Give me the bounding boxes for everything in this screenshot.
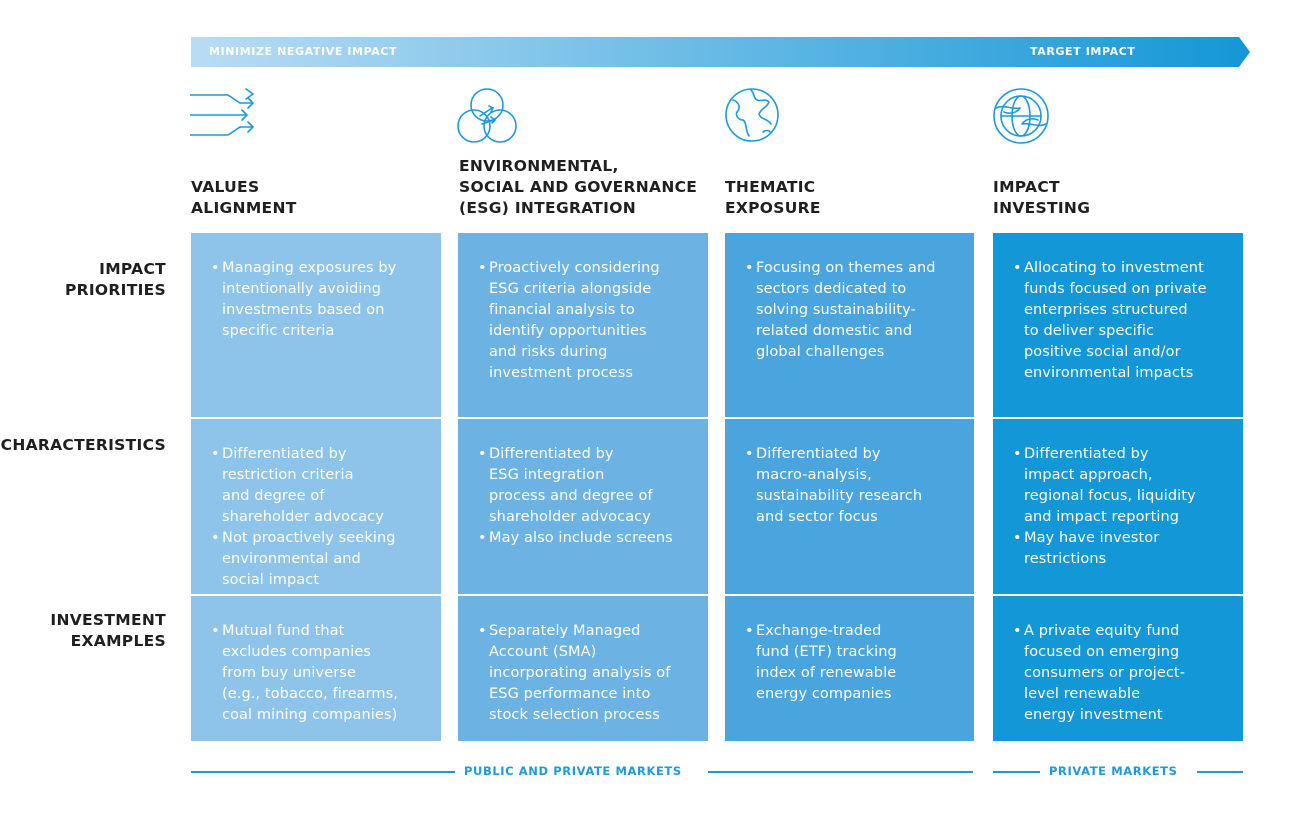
bullet-line: index of renewable — [756, 665, 897, 681]
bullet-line: Account (SMA) — [489, 644, 597, 660]
bullet-line: ESG performance into — [489, 686, 651, 702]
bullet-item — [211, 528, 429, 591]
impact-spectrum-banner — [191, 37, 1250, 67]
bullet-line: identify opportunities — [489, 323, 647, 339]
bullet-line: shareholder advocacy — [222, 509, 384, 525]
bullet-line: focused on emerging — [1024, 644, 1180, 660]
bullet-list — [745, 258, 962, 363]
bullet-line: ESG integration — [489, 467, 605, 483]
bullet-line: positive social and/or — [1024, 344, 1181, 360]
cell-impact-priorities-thematic-exposure — [725, 233, 974, 417]
bullet-line: • Mutual fund that — [222, 623, 345, 639]
bullet-line: and impact reporting — [1024, 509, 1180, 525]
cell-impact-priorities-values-alignment — [191, 233, 441, 417]
bullet-line: • Exchange-traded — [756, 623, 882, 639]
footer-line-left-a — [191, 771, 455, 773]
cell-impact-priorities-esg-integration — [458, 233, 708, 417]
bullet-line: investment process — [489, 365, 634, 381]
bullet-line: shareholder advocacy — [489, 509, 651, 525]
row-label-investment-examples: INVESTMENT EXAMPLES — [50, 611, 166, 650]
bullet-line: intentionally avoiding — [222, 281, 382, 297]
bullet-list — [1013, 258, 1231, 384]
bullet-list — [478, 258, 696, 384]
bullet-line: ESG criteria alongside — [489, 281, 652, 297]
bullet-line: restrictions — [1024, 551, 1107, 567]
bullet-line: regional focus, liquidity — [1024, 488, 1196, 504]
column-title-esg-integration: ENVIRONMENTAL, SOCIAL AND GOVERNANCE (ESG) INTEGRATION — [459, 157, 698, 217]
bullet-list — [1013, 444, 1231, 570]
bullet-line: and degree of — [222, 488, 325, 504]
bullet-list — [211, 444, 429, 591]
bullet-line: • Differentiated by — [489, 446, 614, 462]
cell-characteristics-esg-integration — [458, 419, 708, 594]
column-title-values-alignment: VALUES ALIGNMENT — [191, 178, 297, 217]
bullet-line: • Allocating to investment — [1024, 260, 1204, 276]
bullet-line: • Differentiated by — [1024, 446, 1149, 462]
bullet-list — [211, 621, 429, 726]
bullet-item — [745, 444, 962, 528]
bullet-item — [478, 528, 696, 549]
bullet-line: excludes companies — [222, 644, 372, 660]
bullet-item — [1013, 528, 1231, 570]
bullet-line: • Separately Managed — [489, 623, 641, 639]
bullet-line: financial analysis to — [489, 302, 635, 318]
bullet-line: environmental impacts — [1024, 365, 1194, 381]
bullet-item — [478, 444, 696, 528]
bullet-line: • Proactively considering — [489, 260, 660, 276]
footer-label-public-private: PUBLIC AND PRIVATE MARKETS — [464, 764, 682, 778]
bullet-line: (e.g., tobacco, firearms, — [222, 686, 398, 702]
bullet-item — [745, 621, 962, 705]
bullet-line: incorporating analysis of — [489, 665, 671, 681]
bullet-line: from buy universe — [222, 665, 356, 681]
globe-hands-icon — [990, 86, 1052, 146]
row-label-characteristics: CHARACTERISTICS — [0, 436, 166, 454]
bullet-item — [211, 258, 429, 342]
bullet-item — [1013, 444, 1231, 528]
banner-right-label: TARGET IMPACT — [1030, 45, 1136, 58]
bullet-line: • A private equity fund — [1024, 623, 1180, 639]
cell-characteristics-impact-investing — [993, 419, 1243, 594]
footer-line-right-b — [1197, 771, 1243, 773]
circular-arrows-icon — [456, 86, 518, 146]
bullet-item — [211, 621, 429, 726]
bullet-item — [211, 444, 429, 528]
bullet-line: investments based on — [222, 302, 385, 318]
cell-investment-examples-thematic-exposure — [725, 596, 974, 741]
bullet-line: • Differentiated by — [222, 446, 347, 462]
cell-characteristics-values-alignment — [191, 419, 441, 594]
bullet-line: specific criteria — [222, 323, 335, 339]
bullet-line: energy companies — [756, 686, 892, 702]
bullet-item — [478, 258, 696, 384]
bullet-line: fund (ETF) tracking — [756, 644, 897, 660]
bullet-line: • May have investor — [1024, 530, 1160, 546]
bullet-list — [211, 258, 429, 342]
bullet-line: funds focused on private — [1024, 281, 1207, 297]
cell-investment-examples-values-alignment — [191, 596, 441, 741]
cell-characteristics-thematic-exposure — [725, 419, 974, 594]
cell-impact-priorities-impact-investing — [993, 233, 1243, 417]
bullet-line: level renewable — [1024, 686, 1141, 702]
bullet-line: sustainability research — [756, 488, 923, 504]
bullet-line: consumers or project- — [1024, 665, 1186, 681]
cell-investment-examples-esg-integration — [458, 596, 708, 741]
bullet-list — [745, 444, 962, 528]
bullet-line: to deliver specific — [1024, 323, 1155, 339]
bullet-line: • Not proactively seeking — [222, 530, 396, 546]
bullet-line: related domestic and — [756, 323, 913, 339]
bullet-line: impact approach, — [1024, 467, 1153, 483]
arrows-icon — [190, 87, 258, 143]
bullet-line: environmental and — [222, 551, 361, 567]
bullet-line: and risks during — [489, 344, 608, 360]
bullet-list — [478, 444, 696, 549]
bullet-line: • May also include screens — [489, 530, 673, 546]
bullet-line: restriction criteria — [222, 467, 354, 483]
bullet-line: macro-analysis, — [756, 467, 872, 483]
bullet-item — [478, 621, 696, 726]
bullet-line: • Focusing on themes and — [756, 260, 936, 276]
globe-icon — [723, 86, 781, 144]
bullet-line: global challenges — [756, 344, 885, 360]
footer-line-left-b — [708, 771, 973, 773]
bullet-list — [745, 621, 962, 705]
bullet-line: energy investment — [1024, 707, 1163, 723]
banner-left-label: MINIMIZE NEGATIVE IMPACT — [209, 45, 398, 58]
column-title-impact-investing: IMPACT INVESTING — [993, 178, 1091, 217]
row-label-impact-priorities: IMPACT PRIORITIES — [64, 260, 166, 299]
column-title-thematic-exposure: THEMATIC EXPOSURE — [725, 178, 821, 217]
bullet-line: stock selection process — [489, 707, 660, 723]
bullet-line: process and degree of — [489, 488, 653, 504]
bullet-item — [745, 258, 962, 363]
footer-line-right-a — [993, 771, 1040, 773]
cell-investment-examples-impact-investing — [993, 596, 1243, 741]
bullet-list — [478, 621, 696, 726]
bullet-line: • Managing exposures by — [222, 260, 397, 276]
bullet-item — [1013, 258, 1231, 384]
bullet-list — [1013, 621, 1231, 726]
bullet-line: solving sustainability- — [756, 302, 916, 318]
bullet-line: enterprises structured — [1024, 302, 1188, 318]
bullet-line: social impact — [222, 572, 320, 588]
bullet-line: • Differentiated by — [756, 446, 881, 462]
bullet-line: coal mining companies) — [222, 707, 398, 723]
bullet-item — [1013, 621, 1231, 726]
footer-label-private: PRIVATE MARKETS — [1049, 764, 1178, 778]
bullet-line: sectors dedicated to — [756, 281, 907, 297]
bullet-line: and sector focus — [756, 509, 878, 525]
